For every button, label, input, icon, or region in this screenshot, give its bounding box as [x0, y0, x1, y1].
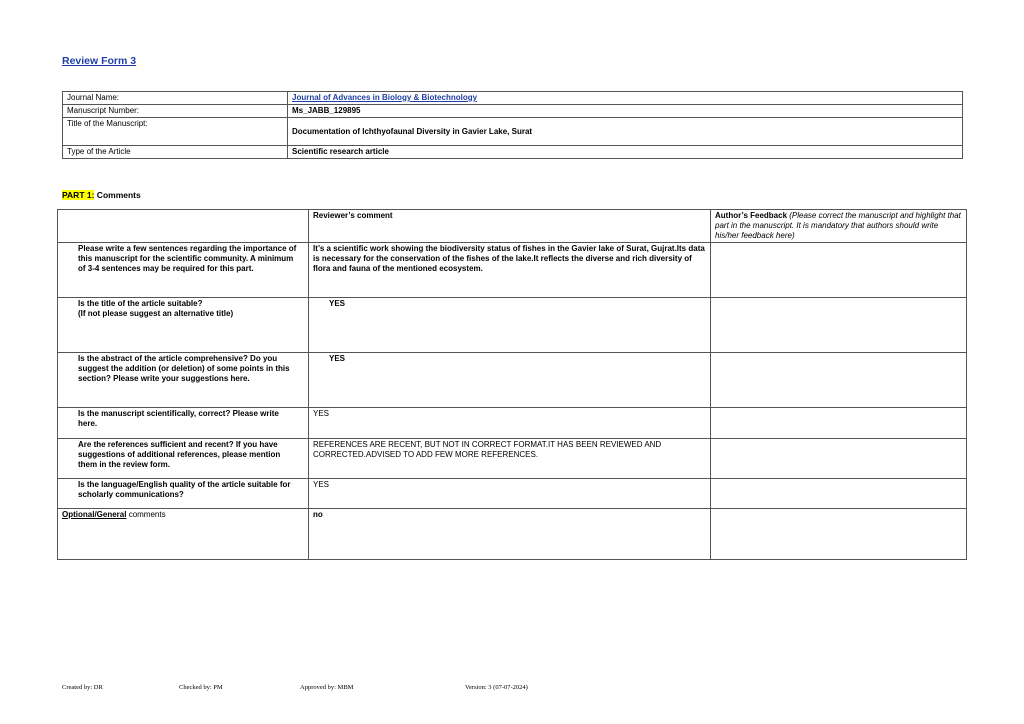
table-row: [58, 509, 967, 560]
footer-approved-by: Approved by: MBM: [300, 684, 354, 691]
author-feedback-title: Author’s Feedback: [715, 211, 788, 220]
comments-table: [57, 209, 967, 560]
optional-general-label: Optional/General: [62, 510, 127, 519]
author-feedback-cell[interactable]: [711, 353, 967, 408]
table-row: [58, 479, 967, 509]
table-row: [58, 243, 967, 298]
question-scientific: Is the manuscript scientifically, correct? Please write here.: [58, 408, 309, 439]
part1-highlight: PART 1:: [62, 190, 95, 200]
optional-comment-value: no: [309, 509, 711, 560]
author-feedback-cell[interactable]: [711, 408, 967, 439]
manuscript-number-value: Ms_JABB_129895: [288, 105, 963, 118]
question-title-text: Is the title of the article suitable? (If not please suggest an alternative title): [78, 299, 234, 318]
article-type-label: Type of the Article: [63, 146, 288, 159]
manuscript-info-table: [62, 91, 963, 159]
manuscript-title-label: Title of the Manuscript:: [63, 118, 288, 146]
article-type-value: Scientific research article: [288, 146, 963, 159]
reviewer-comment: It’s a scientific work showing the biodiversity status of fishes in the Gavier lake of Surat, Gujrat.Its data is necessary for the conservation of the fishes of the lake.It reflects the diverse and rich diversity of flora and fauna of the mentioned ecosystem.: [309, 243, 711, 298]
part1-title: Comments: [94, 190, 141, 200]
manuscript-title-value: [288, 118, 963, 146]
optional-comments-label: [58, 509, 309, 560]
table-row: [58, 439, 967, 479]
optional-comments-suffix: comments: [126, 510, 166, 519]
reviewer-comment: YES: [309, 408, 711, 439]
author-feedback-instructions: (Please correct the manuscript and highlight that part in the manuscript. It is mandatory that authors should write his/her feedback here): [715, 211, 961, 240]
question-importance: Please write a few sentences regarding the importance of this manuscript for the scientific community. A minimum of 3-4 sentences may be required for this part.: [58, 243, 309, 298]
header-blank-cell: [58, 210, 309, 243]
author-feedback-cell[interactable]: [711, 298, 967, 353]
footer-version: Version: 3 (07-07-2024): [465, 684, 528, 691]
author-feedback-cell[interactable]: [711, 479, 967, 509]
reviewer-comment: YES: [309, 353, 711, 408]
table-row: [58, 298, 967, 353]
author-feedback-cell[interactable]: [711, 439, 967, 479]
journal-row: [63, 92, 963, 105]
reviewer-comment: YES: [309, 298, 711, 353]
header-reviewer-comment: Reviewer’s comment: [309, 210, 711, 243]
article-type-row: [63, 146, 963, 159]
journal-label: Journal Name:: [63, 92, 288, 105]
question-title: [58, 298, 309, 353]
journal-value: [288, 92, 963, 105]
form-title: Review Form 3: [62, 55, 137, 67]
footer-checked-by: Checked by: PM: [179, 684, 223, 691]
reviewer-comment: REFERENCES ARE RECENT, BUT NOT IN CORRECT FORMAT.IT HAS BEEN REVIEWED AND CORRECTED.ADVISED TO ADD FEW MORE REFERENCES.: [309, 439, 711, 479]
manuscript-number-row: [63, 105, 963, 118]
reviewer-comment: YES: [309, 479, 711, 509]
journal-link[interactable]: Journal of Advances in Biology & Biotechnology: [292, 93, 478, 102]
manuscript-title-row: [63, 118, 963, 146]
footer-created-by: Created by: DR: [62, 684, 103, 691]
question-references: Are the references sufficient and recent? If you have suggestions of additional references, please mention them in the review form.: [58, 439, 309, 479]
part1-heading: [62, 190, 141, 201]
question-abstract: Is the abstract of the article comprehensive? Do you suggest the addition (or deletion) of some points in this section? Please write your suggestions here.: [58, 353, 309, 408]
table-row: [58, 353, 967, 408]
manuscript-title-text: Documentation of Ichthyofaunal Diversity in Gavier Lake, Surat: [292, 126, 533, 136]
header-author-feedback: [711, 210, 967, 243]
author-feedback-cell[interactable]: [711, 509, 967, 560]
comments-header-row: [58, 210, 967, 243]
author-feedback-cell[interactable]: [711, 243, 967, 298]
manuscript-number-label: Manuscript Number:: [63, 105, 288, 118]
question-language: Is the language/English quality of the article suitable for scholarly communications?: [58, 479, 309, 509]
table-row: [58, 408, 967, 439]
